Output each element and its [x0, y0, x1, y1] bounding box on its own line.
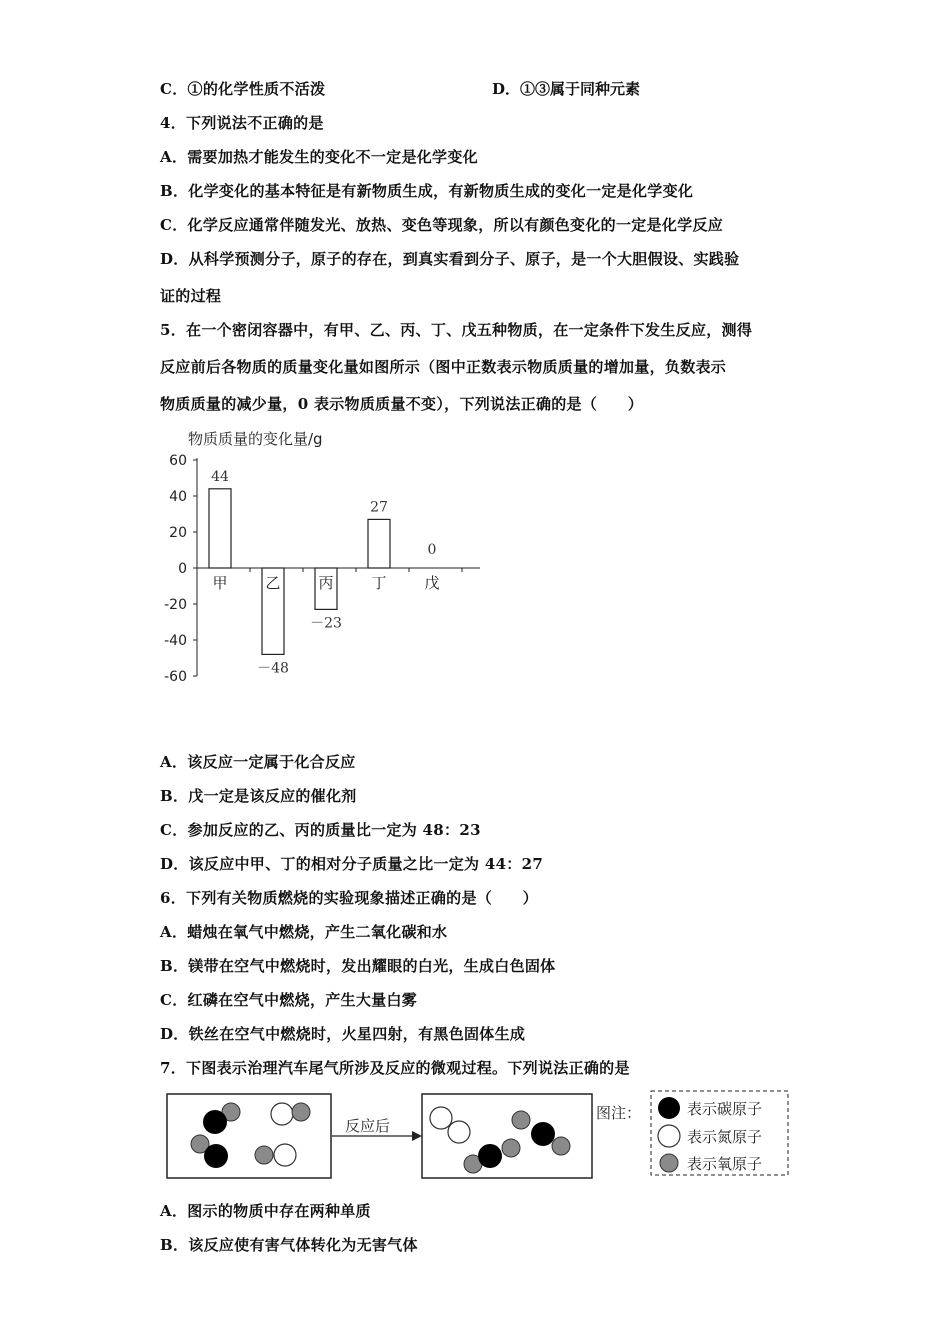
q3-option-c: C．①的化学性质不活泼: [160, 80, 326, 98]
arrow-head: [412, 1131, 422, 1141]
oxygen-atom: [552, 1137, 570, 1155]
q5-option-c: C．参加反应的乙、丙的质量比一定为 48：23: [160, 821, 481, 839]
carbon-atom: [478, 1144, 502, 1168]
q6-option-b: B．镁带在空气中燃烧时，发出耀眼的白光，生成白色固体: [160, 957, 556, 975]
y-tick-label: 0: [178, 561, 187, 577]
oxygen-atom: [255, 1146, 273, 1164]
carbon-atom: [531, 1122, 555, 1146]
value-label: 27: [370, 499, 388, 516]
value-label: －23: [310, 615, 342, 632]
y-tick-label: -40: [164, 633, 187, 649]
q6-stem: 6．下列有关物质燃烧的实验现象描述正确的是（ ）: [160, 889, 538, 907]
y-tick-label: 20: [169, 525, 187, 541]
q7-option-a: A．图示的物质中存在两种单质: [160, 1202, 371, 1220]
chart-title: 物质质量的变化量/g: [188, 430, 323, 448]
category-label: 丁: [371, 574, 387, 592]
nitrogen-atom: [274, 1144, 296, 1166]
nitrogen-atom: [271, 1103, 293, 1125]
q4-option-d-line2: 证的过程: [160, 287, 222, 305]
bar-4: [368, 519, 390, 568]
y-tick-label: -20: [164, 597, 187, 613]
y-tick-label: -60: [164, 669, 187, 685]
legend-nitrogen-icon: [658, 1125, 680, 1147]
q4-option-c: C．化学反应通常伴随发光、放热、变色等现象，所以有颜色变化的一定是化学反应: [160, 216, 724, 234]
q7-option-b: B．该反应使有害气体转化为无害气体: [160, 1236, 418, 1254]
q5-stem-line1: 5．在一个密闭容器中，有甲、乙、丙、丁、戊五种物质，在一定条件下发生反应，测得: [160, 321, 753, 339]
y-tick-label: 60: [169, 453, 187, 469]
value-label: 0: [427, 542, 437, 558]
category-label: 乙: [265, 574, 281, 592]
value-label: －48: [257, 660, 289, 677]
q6-option-c: C．红磷在空气中燃烧，产生大量白雾: [160, 991, 418, 1009]
y-tick-label: 40: [169, 489, 187, 505]
nitrogen-atom: [448, 1121, 470, 1143]
category-label: 甲: [212, 574, 228, 592]
reaction-diagram: [160, 1088, 800, 1184]
q5-option-d: D．该反应中甲、丁的相对分子质量之比一定为 44：27: [160, 855, 544, 873]
category-label: 戊: [424, 574, 440, 592]
q4-option-d-line1: D．从科学预测分子，原子的存在，到真实看到分子、原子，是一个大胆假设、实践验: [160, 250, 740, 268]
legend-nitrogen-label: 表示氮原子: [687, 1128, 763, 1146]
carbon-atom: [204, 1144, 228, 1168]
legend-oxygen-icon: [660, 1154, 678, 1172]
q7-stem: 7．下图表示治理汽车尾气所涉及反应的微观过程。下列说法正确的是: [160, 1059, 630, 1077]
mass-change-bar-chart: [150, 440, 480, 700]
q5-option-a: A．该反应一定属于化合反应: [160, 753, 356, 771]
q6-option-a: A．蜡烛在氧气中燃烧，产生二氧化碳和水: [160, 923, 448, 941]
legend-title: 图注：: [596, 1104, 642, 1122]
value-label: 44: [211, 468, 229, 485]
oxygen-atom: [512, 1111, 530, 1129]
oxygen-atom: [292, 1103, 310, 1121]
carbon-atom: [203, 1110, 227, 1134]
q6-option-d: D．铁丝在空气中燃烧时，火星四射，有黑色固体生成: [160, 1025, 526, 1043]
arrow-label: 反应后: [345, 1117, 391, 1135]
legend-carbon-label: 表示碳原子: [687, 1100, 763, 1118]
legend-carbon-icon: [658, 1097, 680, 1119]
oxygen-atom: [502, 1139, 520, 1157]
q5-option-b: B．戊一定是该反应的催化剂: [160, 787, 357, 805]
category-label: 丙: [318, 574, 334, 592]
q4-stem: 4．下列说法不正确的是: [160, 114, 324, 132]
q5-stem-line3: 物质质量的减少量，0 表示物质质量不变），下列说法正确的是（ ）: [160, 395, 644, 413]
products-box: [422, 1094, 592, 1178]
q4-option-a: A．需要加热才能发生的变化不一定是化学变化: [160, 148, 478, 166]
legend-oxygen-label: 表示氧原子: [687, 1155, 763, 1173]
nitrogen-atom: [430, 1107, 452, 1129]
q5-stem-line2: 反应前后各物质的质量变化量如图所示（图中正数表示物质质量的增加量，负数表示: [160, 358, 727, 376]
q3-option-d: D．①③属于同种元素: [492, 80, 641, 98]
q4-option-b: B．化学变化的基本特征是有新物质生成，有新物质生成的变化一定是化学变化: [160, 182, 694, 200]
bar-1: [209, 489, 231, 568]
